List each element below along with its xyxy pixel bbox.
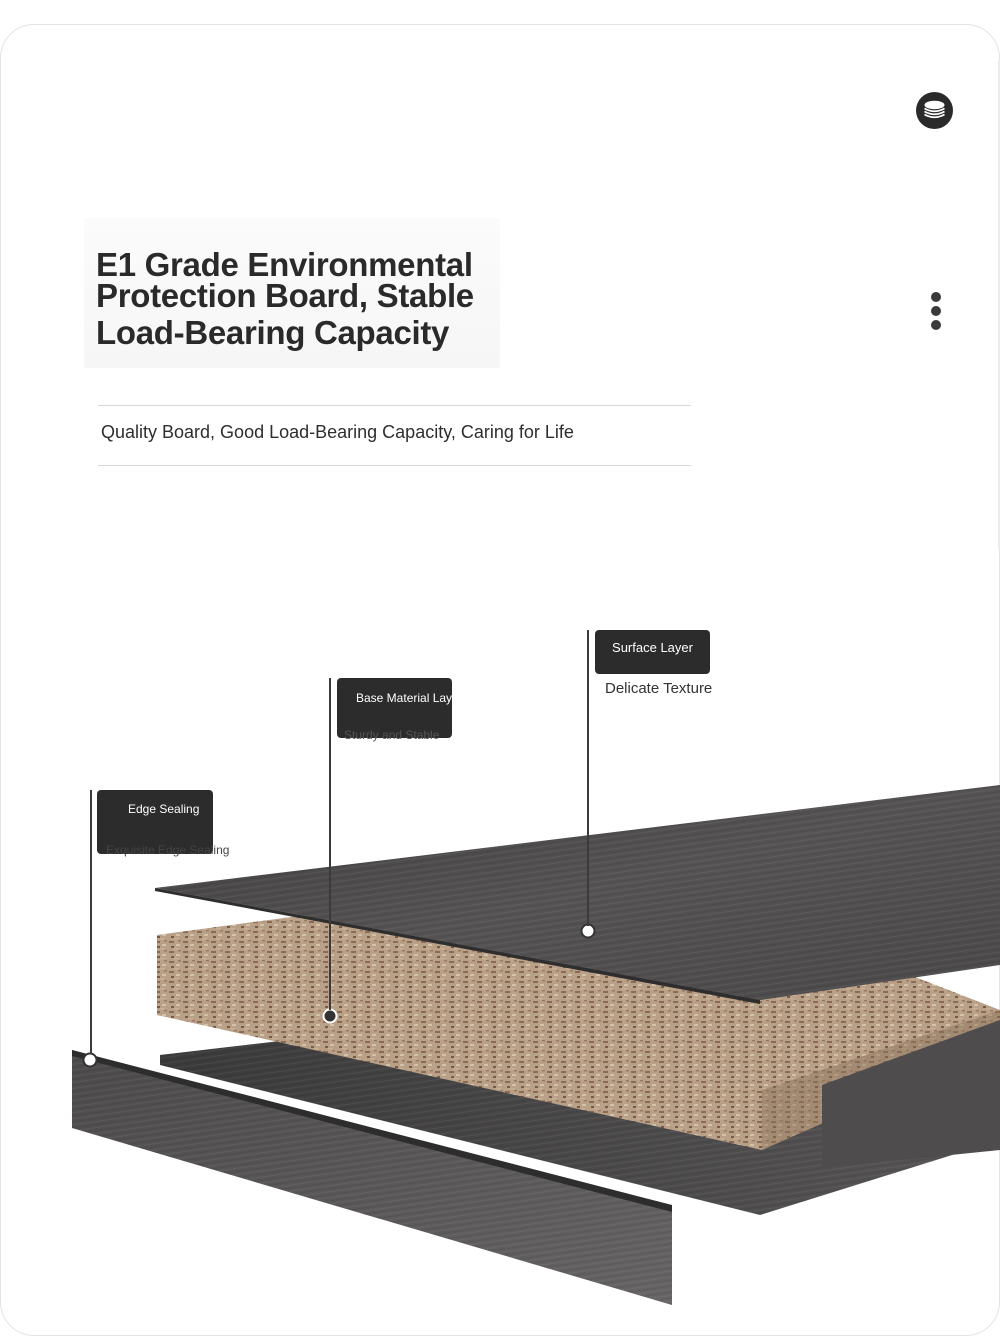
edge-sealing-label: Edge Sealing bbox=[97, 790, 213, 854]
surface-layer-line bbox=[587, 630, 589, 926]
base-material-line bbox=[329, 678, 331, 1010]
title-line-3: Load-Bearing Capacity bbox=[96, 314, 450, 351]
base-material-label: Base Material Lay bbox=[337, 678, 452, 738]
edge-sealing-line bbox=[90, 790, 92, 1054]
surface-layer-description: Delicate Texture bbox=[605, 680, 713, 697]
base-material-description: Sturdy and Stable bbox=[344, 728, 440, 742]
subtitle: Quality Board, Good Load-Bearing Capacity, Caring for Life bbox=[101, 422, 574, 442]
title-line-2: Protection Board, Stable bbox=[96, 277, 474, 314]
surface-layer-label: Surface Layer bbox=[595, 630, 710, 674]
title-line-1: E1 Grade Environmental bbox=[96, 246, 473, 283]
edge-sealing-description: Exquisite Edge Sealing bbox=[106, 843, 230, 857]
